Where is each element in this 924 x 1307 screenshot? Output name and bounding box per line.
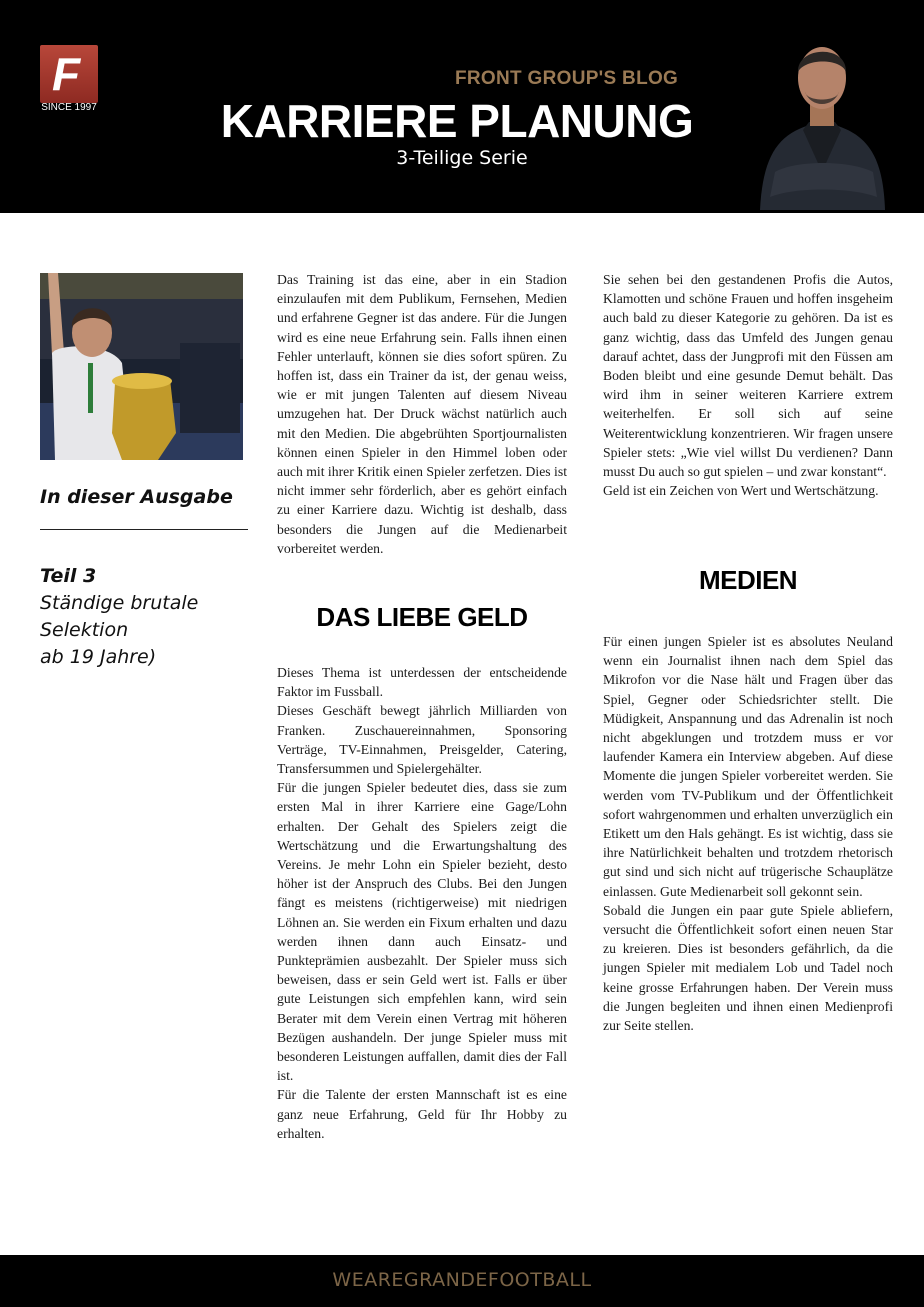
paragraph: Sobald die Jungen ein paar gute Spiele abliefern, versucht die Öffentlichkeit sofort einen neuen Star zu kreieren. Dies ist besonders gefährlich, da die jungen Spieler mit medialem Lob und Tadel noch keine grosse Erfahrungen haben. Der Verein muss die Jungen begleiten und ihnen einen Medienprofi zur Seite stellen. [603,902,893,1034]
page-footer [0,1255,924,1307]
issue-topic-line: ab 19 Jahre) [40,646,157,668]
paragraph: Dieses Geschäft bewegt jährlich Milliarden von Franken. Zuschauereinnahmen, Sponsoring Verträge, TV-Einnahmen, Preisgelder, Catering, Transfersummen und Spielergehälter. [277,703,567,777]
paragraph: Für einen jungen Spieler ist es absolutes Neuland wenn ein Journalist ihnen nach dem Spiel das Mikrofon vor die Nase hält und Fragen über das Spiel, Gegner oder Schiedsrichter stellt. Die Müdigkeit, Anspannung und das Adrenalin ist noch nicht abgeklungen und trotzdem muss er vor laufender Kamera ein Interview abgeben. Auf diese Momente die jungen Spieler vorbereitet werden. Sie werden vom TV-Publikum und der Öffentlichkeit sofort wahrgenommen und erhalten unverzüglich ein Etikett um den Hals gehängt. Es ist wichtig, dass sie ihre Natürlichkeit behalten und trotzdem rhetorisch gut sind und sich nicht auf trügerische Schauplätze einlassen. Gute Medienarbeit soll gekonnt sein. [603,634,893,899]
paragraph: Dieses Thema ist unterdessen der entscheidende Faktor im Fussball. [277,665,567,700]
author-portrait [755,22,890,210]
column2-section [603,632,893,1035]
blog-label: FRONT GROUP'S BLOG [455,68,679,89]
paragraph: Für die jungen Spieler bedeutet dies, dass sie zum ersten Mal in ihrer Karriere eine Gage/Lohn erhalten. Der Gehalt des Spielers zeigt die Wertschätzung und die Erwartungshaltung des Vereins. Je mehr Lohn ein Spieler bezieht, desto höher ist der Anspruch des Clubs. Bei den Jungen fängt es meistens (richtigerweise) mit niedrigen Löhnen an. Sie werden ein Fixum erhalten und dazu werden ihnen dann auch Einsatz- und Punkteprämien ausbezahlt. Der Spieler muss sich beweisen, dass er sein Geld wert ist. Falls er über gute Leistungen sich empfehlen kann, wird sein Berater mit dem Verein einen Vertrag mit höheren Bezügen aushandeln. Der junge Spieler muss mit besonderen Leistungen auffallen, damit dies der Fall ist. [277,780,567,1084]
logo-letter-f: F [52,48,81,100]
column1-section [277,663,567,1143]
issue-part: Teil 3 [40,565,97,587]
paragraph: Das Training ist das eine, aber in ein Stadion einzulaufen mit dem Publikum, Fernsehen, Medien und erfahrene Gegner ist das andere. Für die Jungen wird es eine neue Erfahrung sein. Falls ihnen einen Fehler unterlauft, können sie dies sofort spüren. Zu hoffen ist, dass ein Trainer da ist, der genau weiss, wie er mit jungen Talenten auf diesem Niveau umzugehen hat. Der Druck wächst natürlich auch mit den Medien. Die abgebrühten Sportjournalisten können einen Spieler in den Himmel loben oder auch mit ihrer Kritik einen Spieler zerfetzen. Dies ist nicht immer sehr förderlich, aber es gehört einfach zu einer Karriere dazu. Wichtig ist deshalb, dass besonders die Jungen auf die Medienarbeit vorbereitet werden. [277,272,567,556]
section-title-medien: MEDIEN [698,565,798,595]
trophy-photo [40,273,243,460]
column1-intro [277,270,567,558]
section-title-geld: DAS LIEBE GELD [316,602,528,632]
issue-heading: In dieser Ausgabe [40,486,233,508]
page-subtitle: 3-Teilige Serie [396,147,528,169]
page-header [0,0,924,213]
sidebar-divider [40,529,248,530]
paragraph: Geld ist ein Zeichen von Wert und Wertschätzung. [603,483,879,499]
issue-topic-line: Ständige brutale [40,592,199,614]
logo-since: SINCE 1997 [41,102,97,113]
paragraph: Sie sehen bei den gestandenen Profis die Autos, Klamotten und schöne Frauen und hoffen insgeheim auch bald zu dieser Kategorie zu gehören. Da ist es ganz wichtig, dass das Umfeld des Jungen genau darauf achtet, dass der Jungprofi mit den Füssen am Boden bleibt und eine gesunde Demut behält. Das wird ihm in seiner weiteren Karriere extrem weiterhelfen. Er soll sich auf seine Weiterentwicklung konzentrieren. Wir fragen unsere Spieler stets: „Wie viel willst Du verdienen? Dann musst Du auch so gut spielen – und zwar konstant“. [603,272,893,480]
page-title: KARRIERE PLANUNG [220,95,694,147]
paragraph: Für die Talente der ersten Mannschaft ist es eine ganz neue Erfahrung, Geld für Ihr Hobby zu erhalten. [277,1087,567,1141]
issue-topic-line: Selektion [40,619,129,641]
footer-brand: WEAREGRANDEFOOTBALL [332,1269,592,1291]
column2-intro [603,270,893,500]
